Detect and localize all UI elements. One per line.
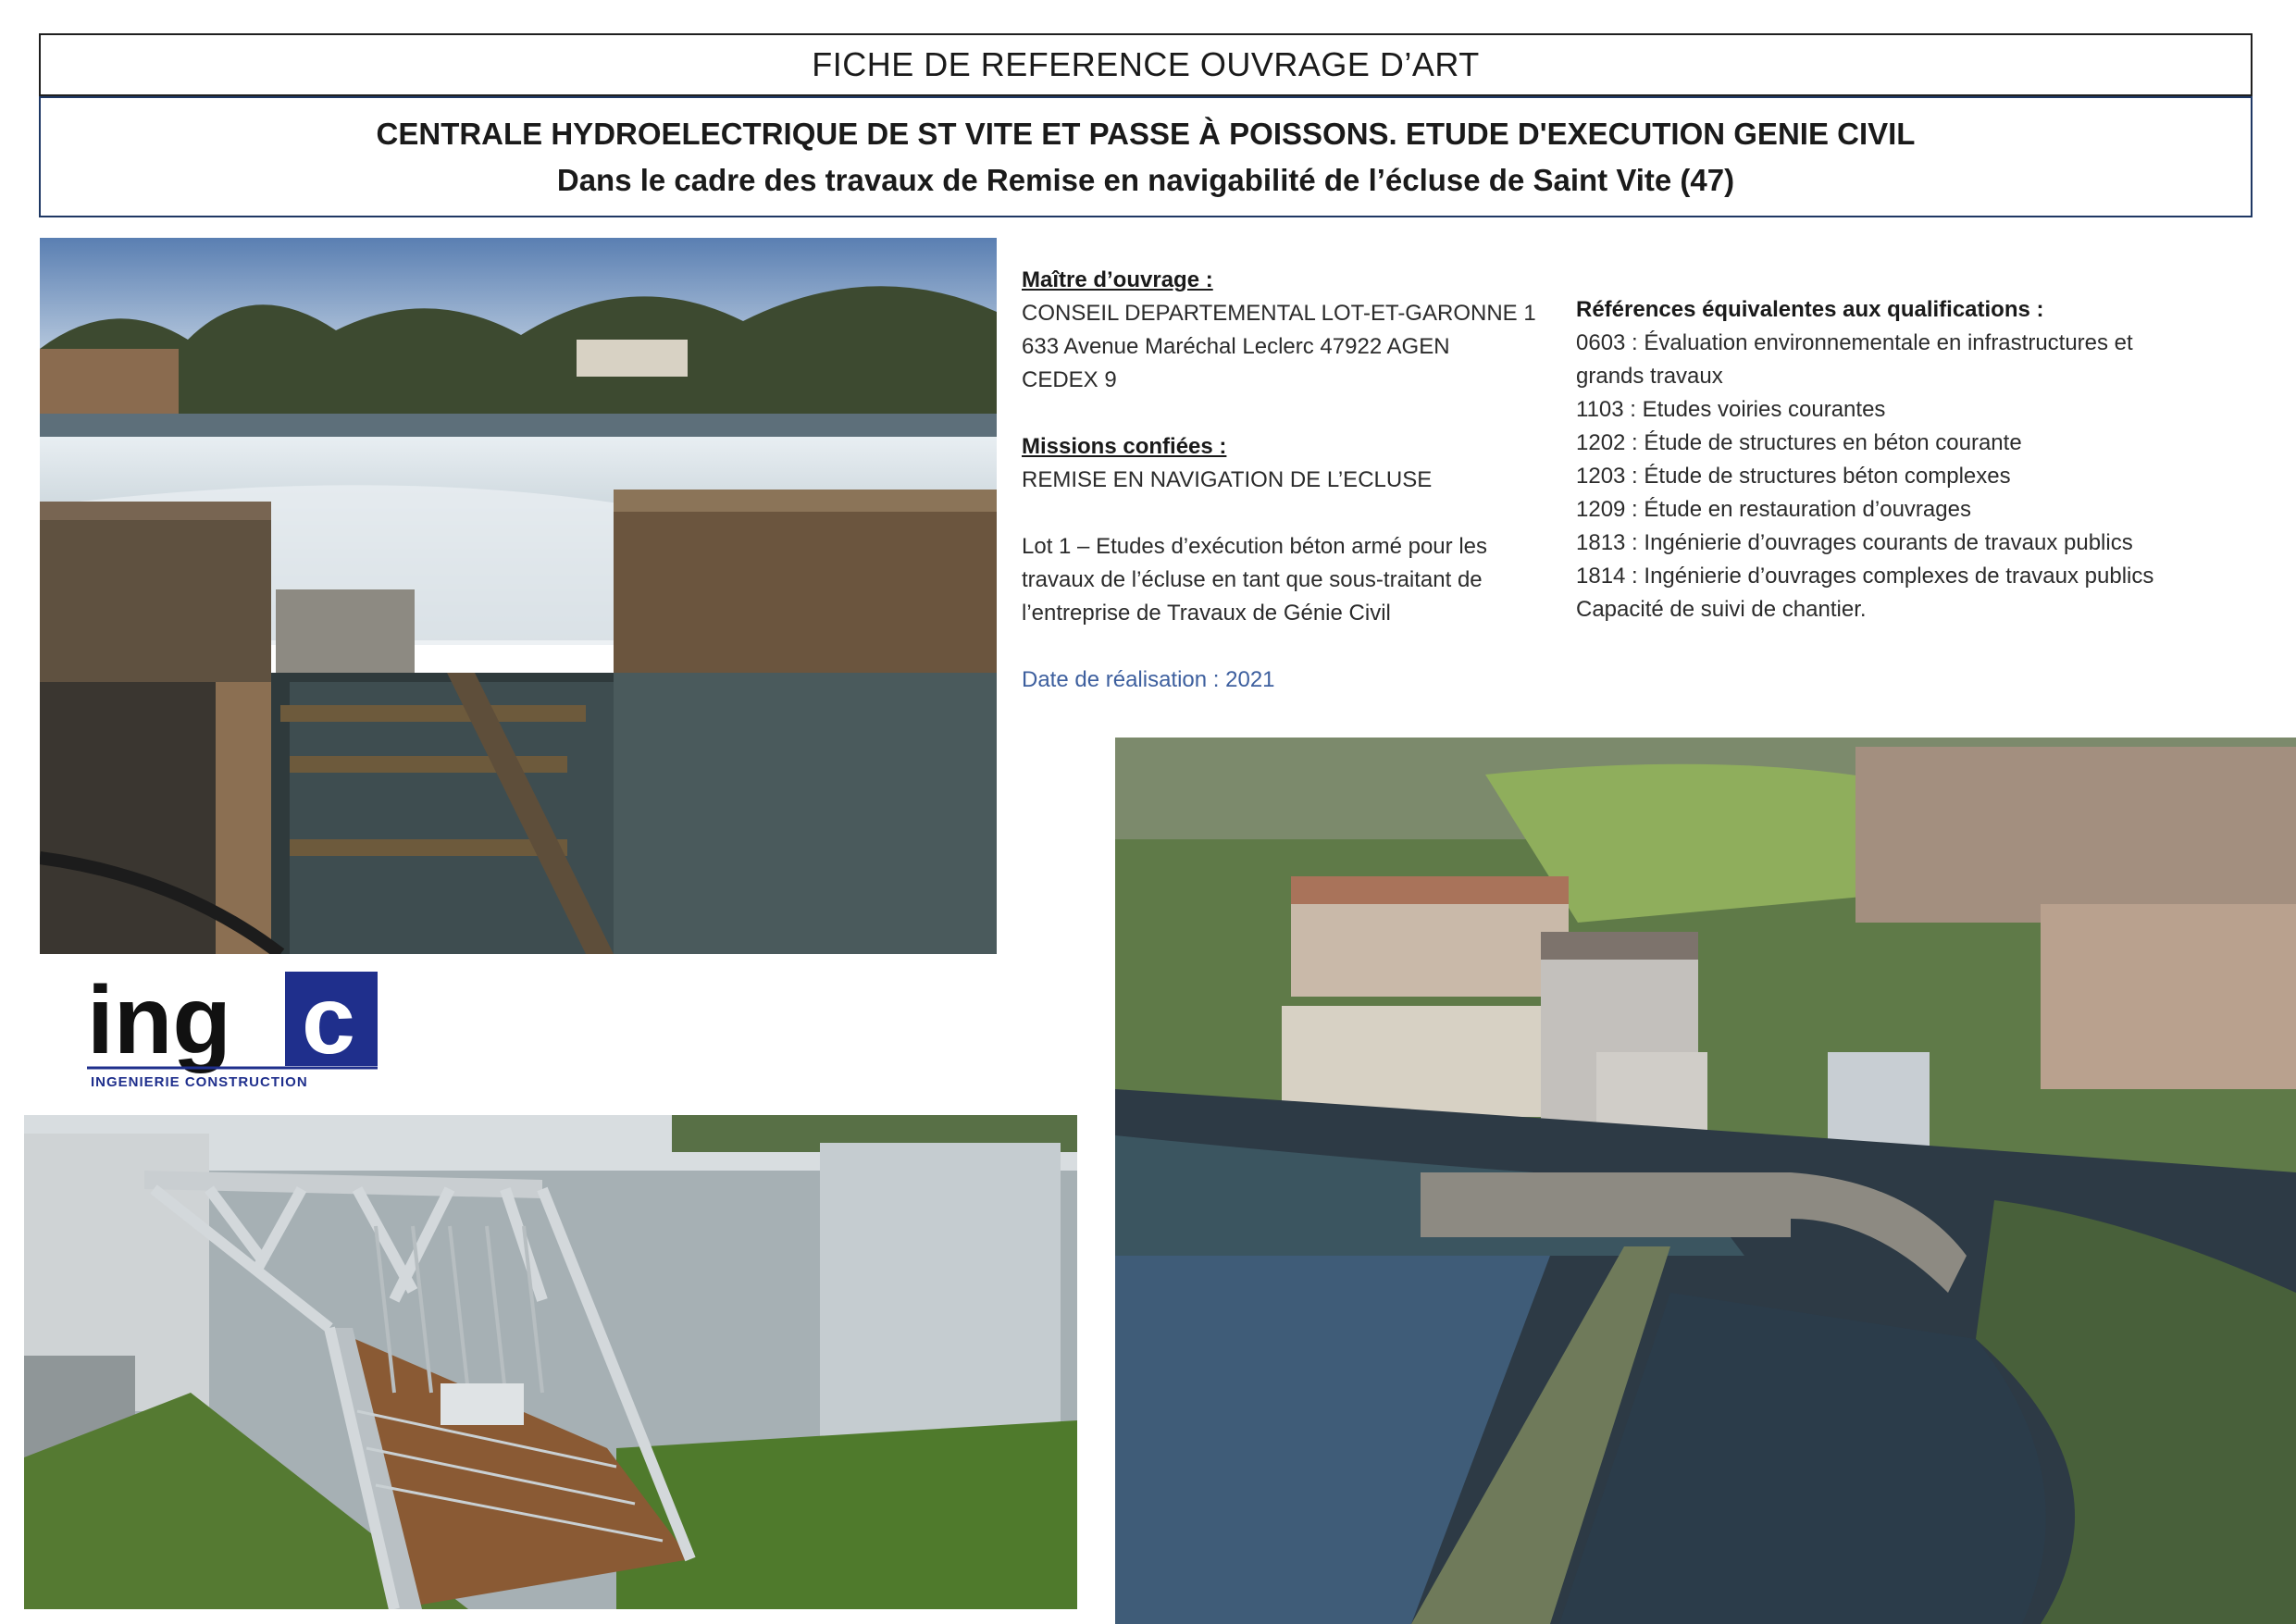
completion-date: Date de réalisation : 2021	[1022, 667, 1275, 692]
page-title: FICHE DE REFERENCE OUVRAGE D’ART	[39, 33, 2253, 96]
reference-line: 1813 : Ingénierie d’ouvrages courants de travaux publics	[1576, 530, 2133, 555]
missions-line: REMISE EN NAVIGATION DE L’ECLUSE	[1022, 467, 1433, 492]
reference-line: 1202 : Étude de structures en béton courante	[1576, 430, 2022, 455]
client-line: CEDEX 9	[1022, 367, 1117, 392]
project-context: Dans le cadre des travaux de Remise en navigabilité de l’écluse de Saint Vite (47)	[556, 162, 1735, 197]
client-line: 633 Avenue Maréchal Leclerc 47922 AGEN	[1022, 334, 1450, 359]
lot-line: travaux de l’écluse en tant que sous-traitant de	[1022, 567, 1483, 592]
lot-line: l’entreprise de Travaux de Génie Civil	[1022, 601, 1391, 626]
logo-text: ing	[87, 967, 231, 1074]
reference-line: 1814 : Ingénierie d’ouvrages complexes de travaux publics	[1576, 564, 2154, 589]
reference-line: 0603 : Évaluation environnementale en infrastructures et	[1576, 330, 2133, 355]
references-block	[1576, 293, 2242, 626]
client-missions-block	[1022, 264, 1558, 697]
client-heading: Maître d’ouvrage :	[1022, 267, 1213, 292]
aerial-photo	[1115, 738, 2296, 1624]
reference-line: grands travaux	[1576, 364, 1723, 389]
weir-photo	[40, 238, 997, 954]
reference-line: 1103 : Etudes voiries courantes	[1576, 397, 1886, 422]
lot-line: Lot 1 – Etudes d’exécution béton armé pour les	[1022, 534, 1487, 559]
reference-line: 1203 : Étude de structures béton complexes	[1576, 464, 2011, 489]
project-title: CENTRALE HYDROELECTRIQUE DE ST VITE ET PASSE À POISSONS. ETUDE D'EXECUTION GENIE CIVIL	[376, 116, 1916, 151]
project-title-box	[39, 96, 2253, 217]
missions-heading: Missions confiées :	[1022, 434, 1227, 459]
logo-box-letter: c	[302, 967, 355, 1074]
reference-line: Capacité de suivi de chantier.	[1576, 597, 1867, 622]
logo-tagline: INGENIERIE CONSTRUCTION	[91, 1074, 308, 1090]
ingc-logo	[80, 962, 385, 1092]
client-line: CONSEIL DEPARTEMENTAL LOT-ET-GARONNE 1	[1022, 301, 1536, 326]
references-heading: Références équivalentes aux qualifications :	[1576, 297, 2044, 322]
footbridge-photo	[24, 1115, 1077, 1609]
reference-line: 1209 : Étude en restauration d’ouvrages	[1576, 497, 1971, 522]
